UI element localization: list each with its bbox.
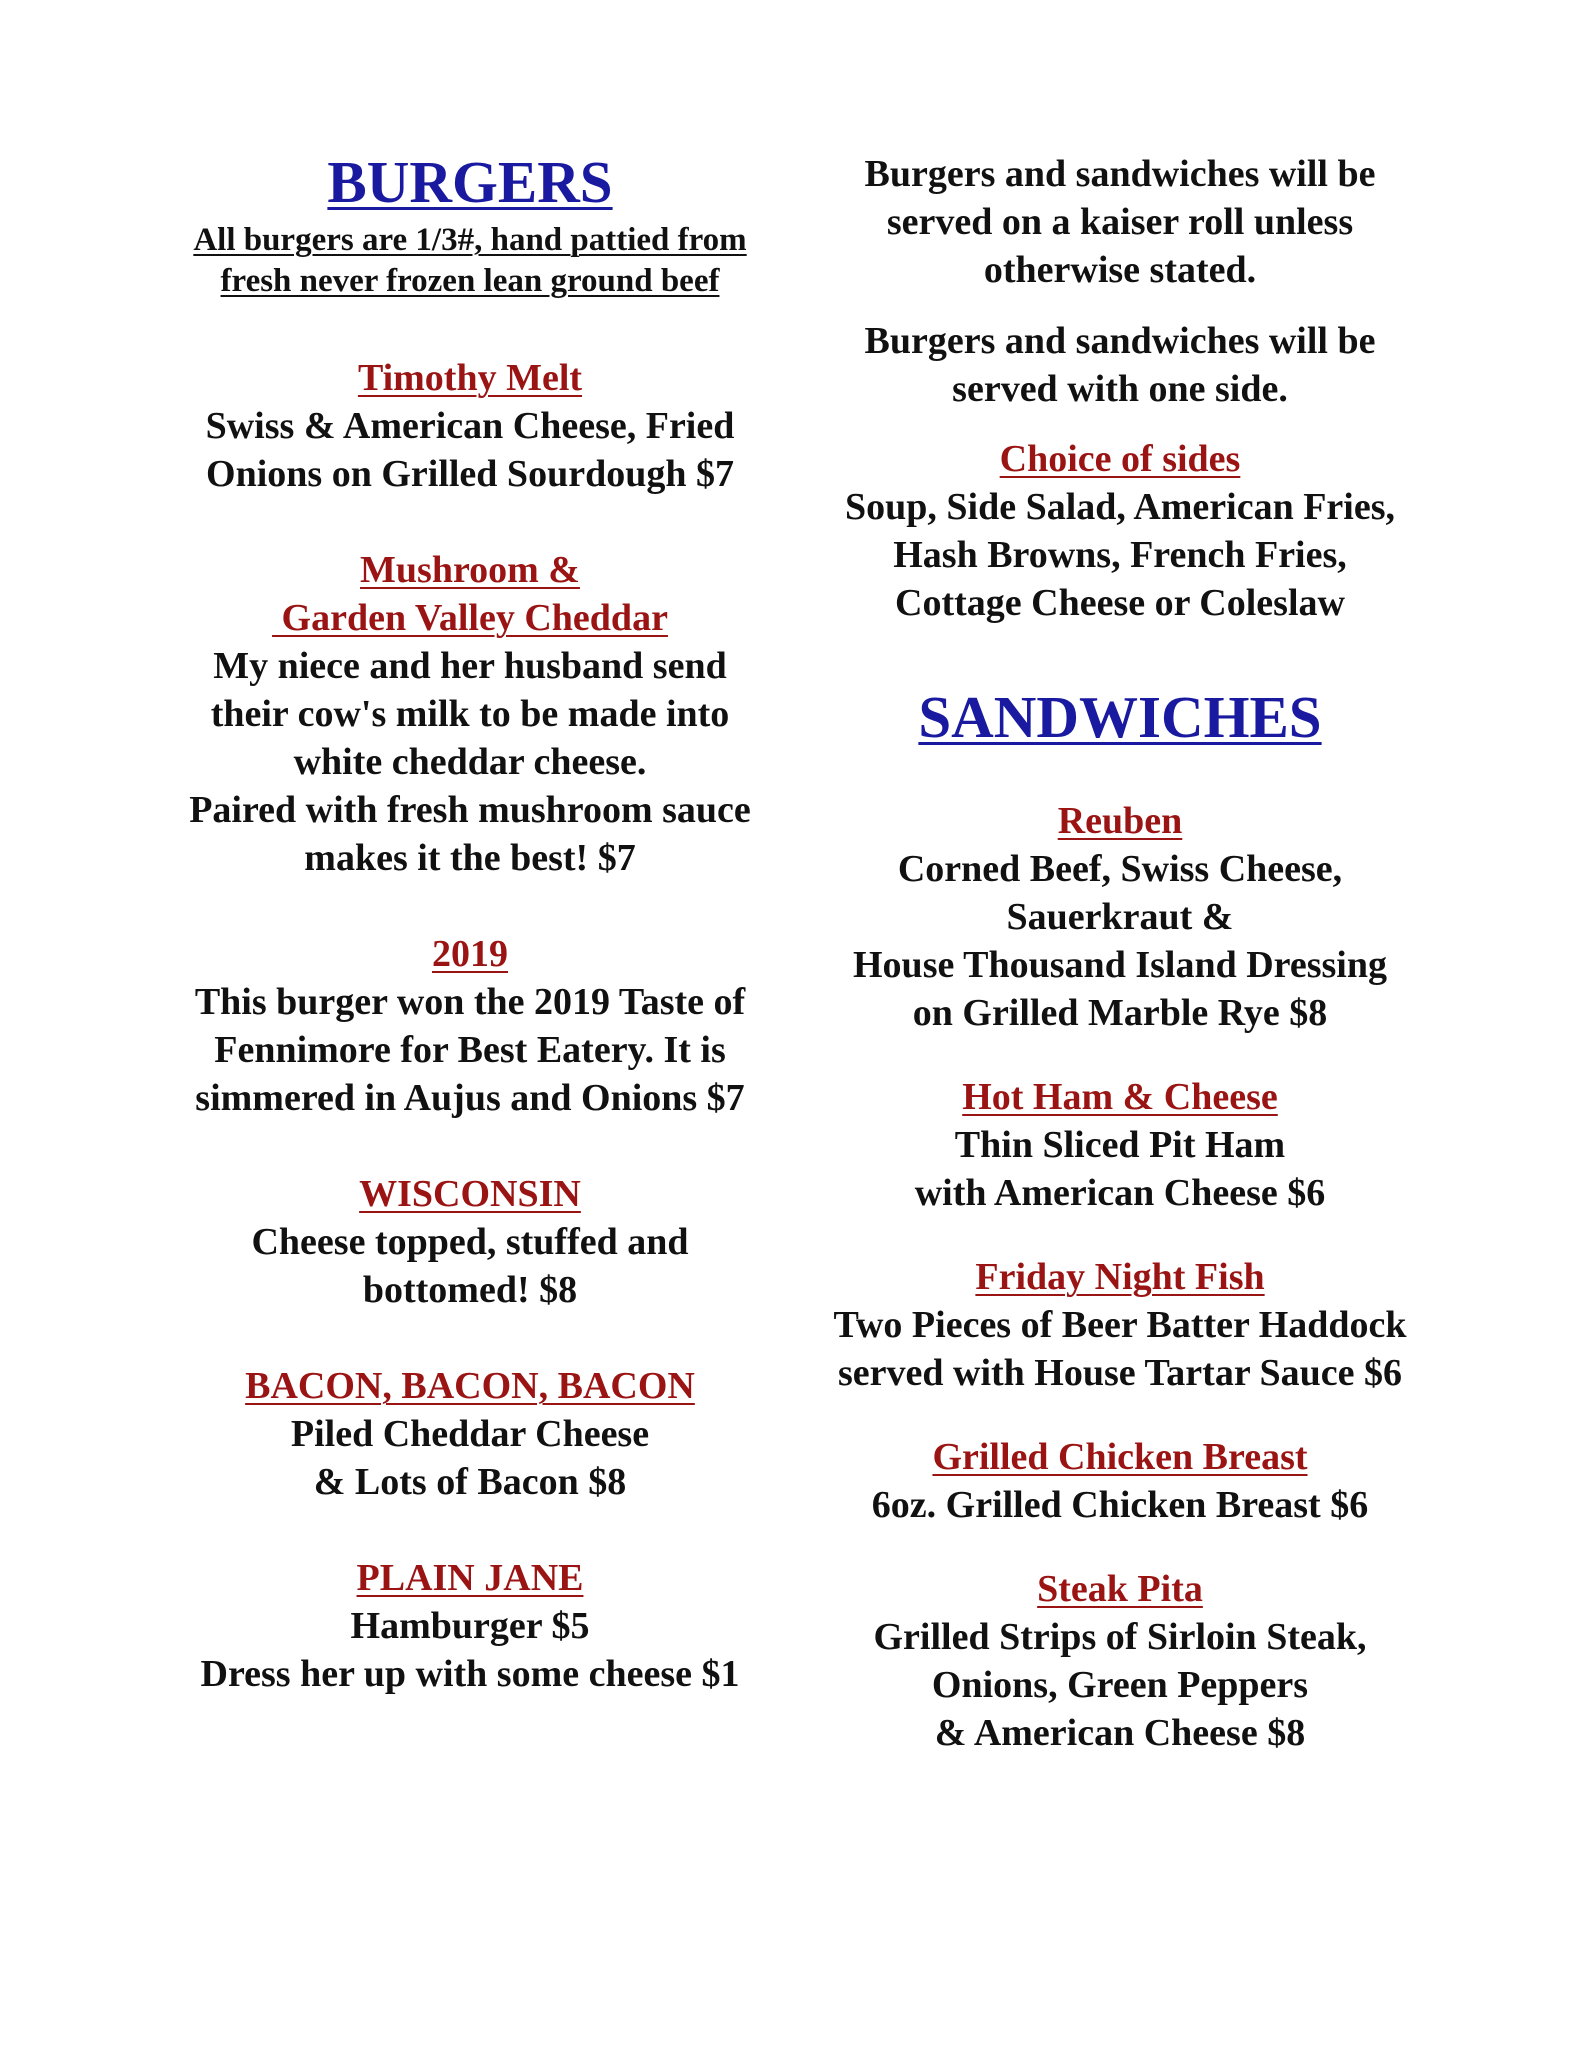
item-description: Hamburger $5 Dress her up with some cheese $1 (200, 1605, 740, 1695)
menu-item-grilled-chicken (790, 1433, 1450, 1529)
item-name: WISCONSIN (359, 1173, 581, 1215)
item-name: PLAIN JANE (356, 1557, 584, 1599)
side-note: Burgers and sandwiches will be served with one side. (864, 320, 1376, 410)
sides-list: Soup, Side Salad, American Fries, Hash Browns, French Fries, Cottage Cheese or Coleslaw (845, 486, 1395, 624)
item-name: Grilled Chicken Breast (932, 1436, 1308, 1478)
item-description: Two Pieces of Beer Batter Haddock served with House Tartar Sauce $6 (833, 1304, 1407, 1394)
item-description: This burger won the 2019 Taste of Fennimore for Best Eatery. It is simmered in Aujus and Onions $7 (194, 981, 746, 1119)
menu-item-friday-night-fish (790, 1253, 1450, 1397)
menu-item-timothy-melt (150, 354, 790, 498)
item-name: Steak Pita (1037, 1568, 1203, 1610)
item-description: Swiss & American Cheese, Fried Onions on Grilled Sourdough $7 (205, 405, 735, 495)
item-name: Reuben (1057, 800, 1183, 842)
item-name: Hot Ham & Cheese (962, 1076, 1278, 1118)
item-name: 2019 (432, 933, 508, 975)
burgers-column (150, 148, 790, 1698)
item-name: Timothy Melt (357, 357, 583, 399)
menu-item-2019 (150, 930, 790, 1122)
burgers-title: BURGERS (327, 149, 613, 215)
menu-item-plain-jane (150, 1554, 790, 1698)
item-name: Mushroom & Garden Valley Cheddar (281, 549, 668, 639)
roll-note: Burgers and sandwiches will be served on a kaiser roll unless otherwise stated. (864, 153, 1376, 291)
menu-item-wisconsin (150, 1170, 790, 1314)
item-description: My niece and her husband send their cow's milk to be made into white cheddar cheese. Paired with fresh mushroom sauce makes it the best! $7 (189, 645, 751, 879)
menu-item-bacon (150, 1362, 790, 1506)
info-and-sandwiches-column (790, 150, 1450, 1757)
item-name: BACON, BACON, BACON (245, 1365, 695, 1407)
menu-item-hot-ham-cheese (790, 1073, 1450, 1217)
item-description: Grilled Strips of Sirloin Steak, Onions, Green Peppers & American Cheese $8 (873, 1616, 1367, 1754)
sides-title: Choice of sides (999, 438, 1241, 480)
menu-item-steak-pita (790, 1565, 1450, 1757)
choice-of-sides (790, 435, 1450, 627)
item-description: Thin Sliced Pit Ham with American Cheese $6 (914, 1124, 1326, 1214)
item-name: Friday Night Fish (975, 1256, 1265, 1298)
sandwiches-title: SANDWICHES (918, 684, 1322, 750)
item-description: Piled Cheddar Cheese & Lots of Bacon $8 (290, 1413, 650, 1503)
burgers-note: All burgers are 1/3#, hand pattied from fresh never frozen lean ground beef (193, 222, 747, 299)
menu-item-mushroom-cheddar (150, 546, 790, 882)
item-description: Corned Beef, Swiss Cheese, Sauerkraut & House Thousand Island Dressing on Grilled Marble Rye $8 (853, 848, 1387, 1034)
menu-item-reuben (790, 797, 1450, 1037)
item-description: Cheese topped, stuffed and bottomed! $8 (251, 1221, 689, 1311)
item-description: 6oz. Grilled Chicken Breast $6 (871, 1484, 1369, 1526)
